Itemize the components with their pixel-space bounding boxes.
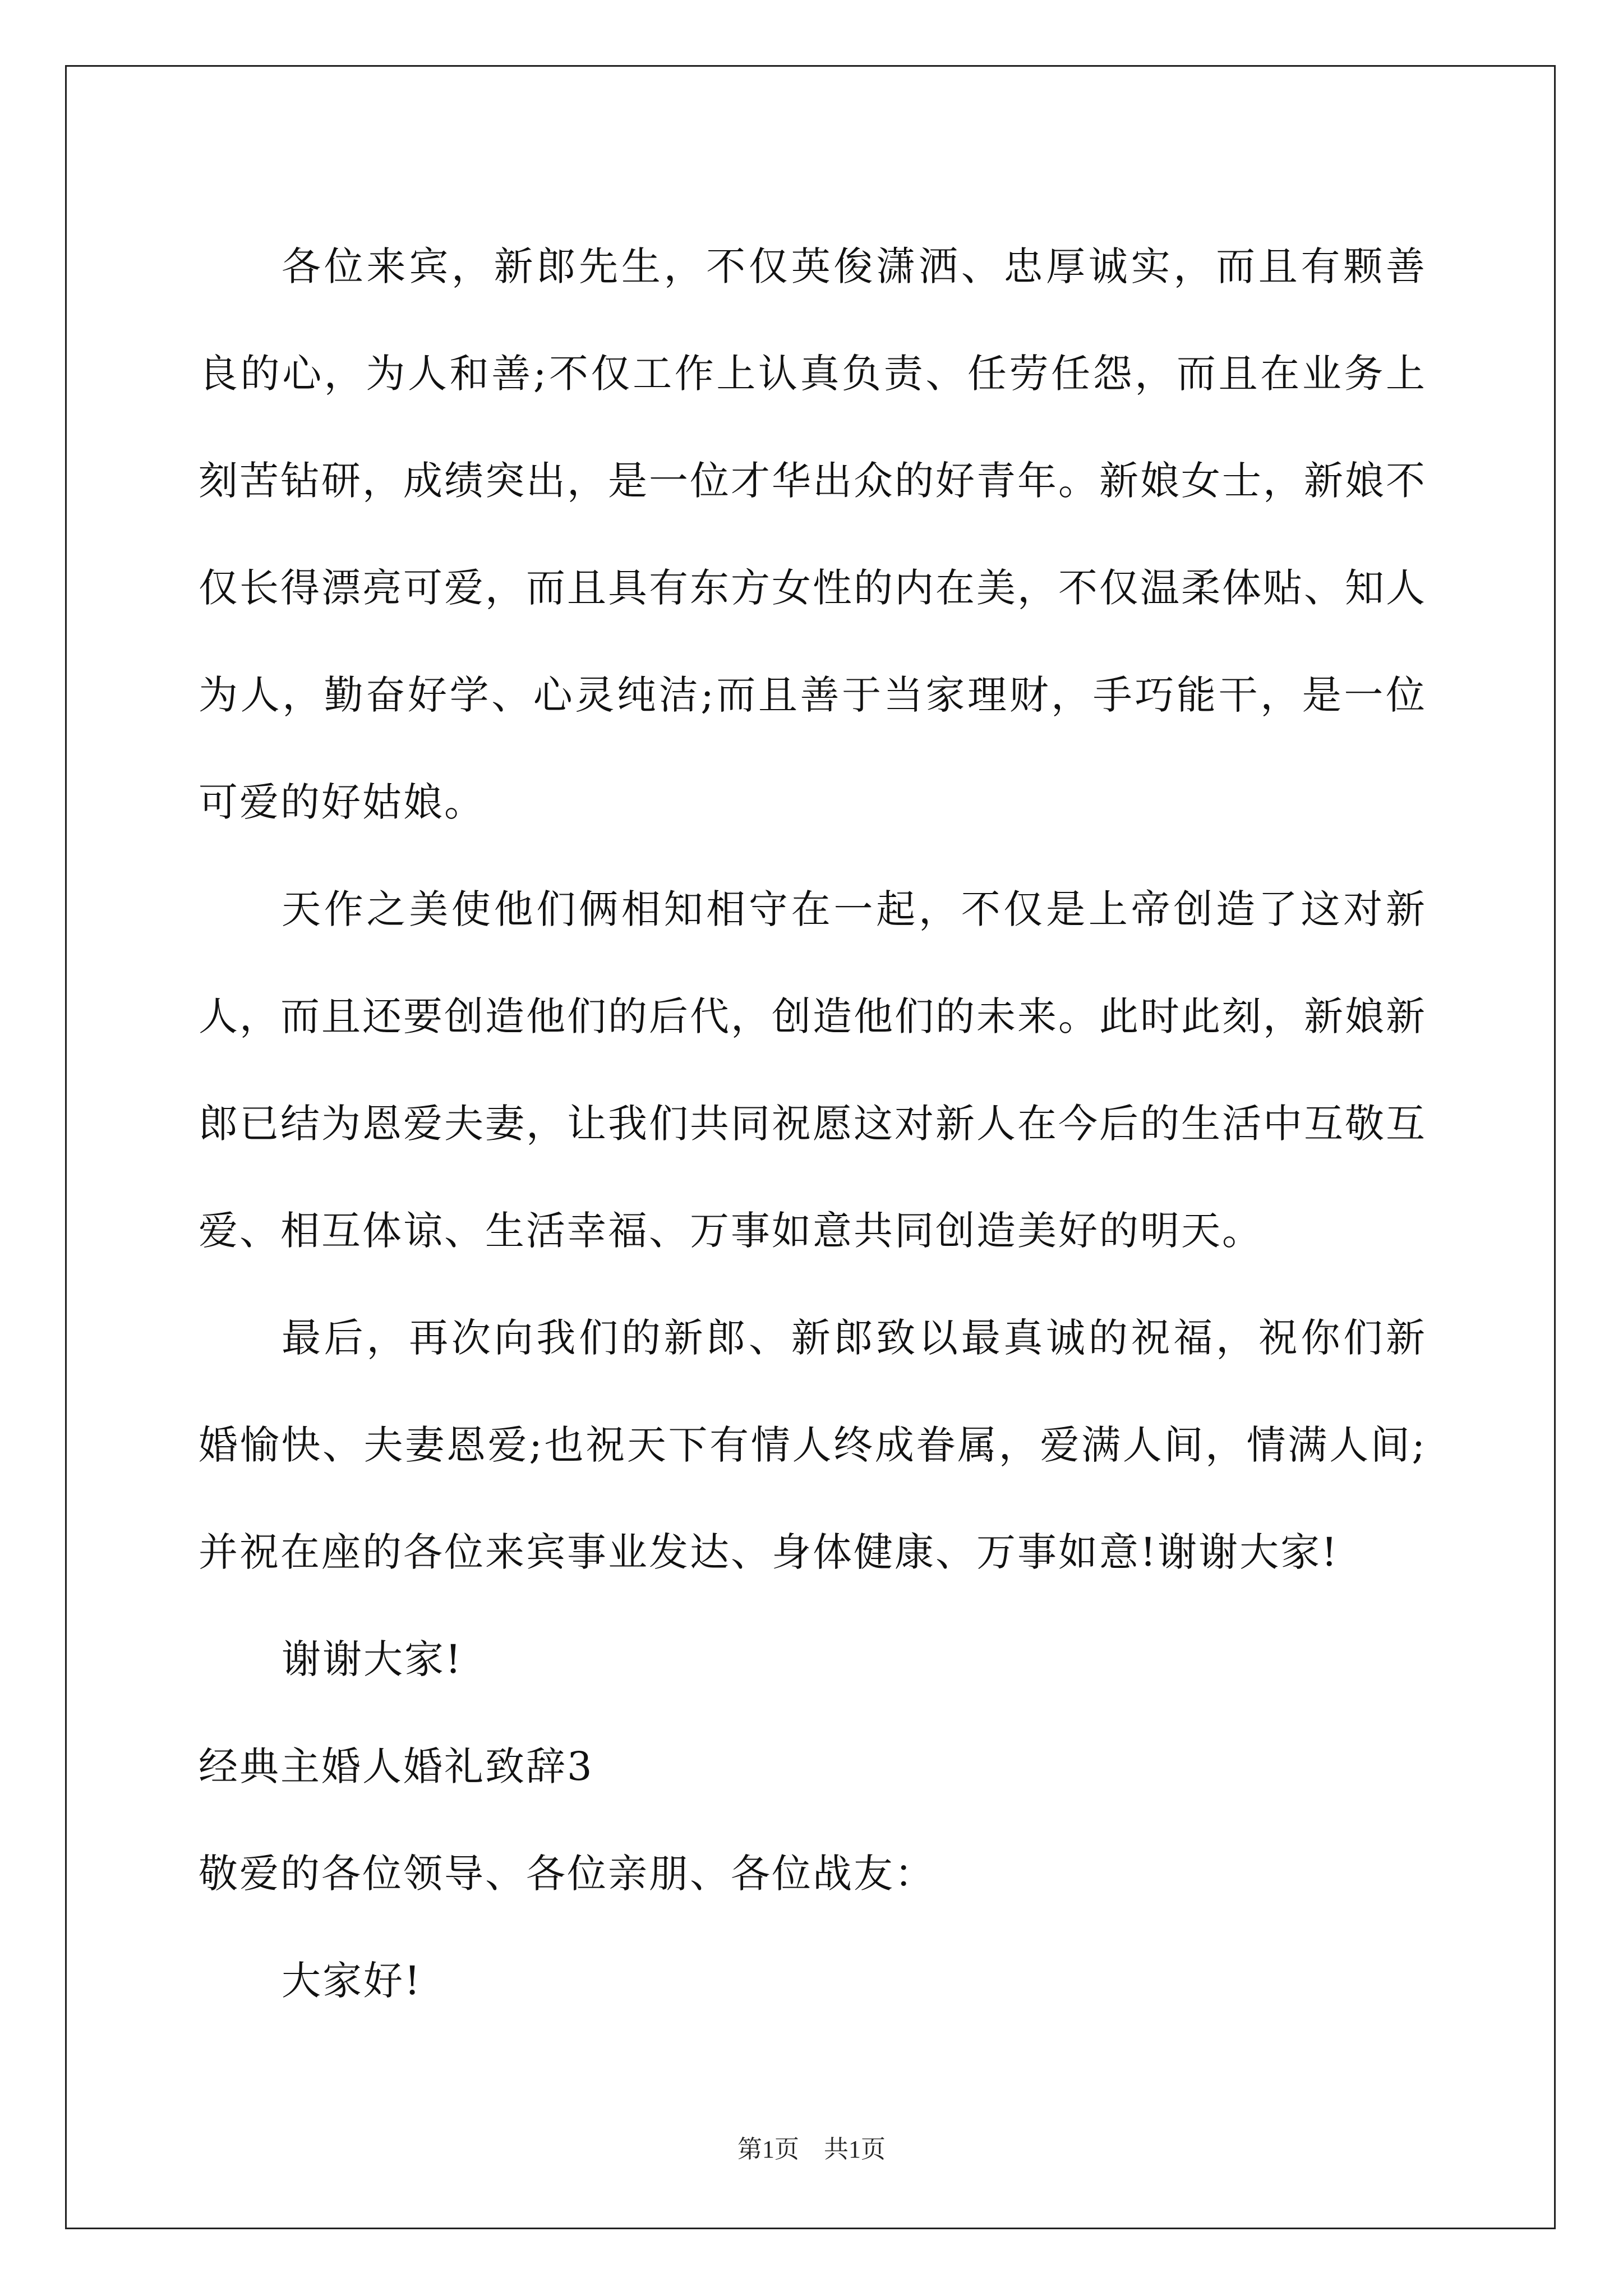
- section-heading: 经典主婚人婚礼致辞3: [199, 1743, 594, 1789]
- greeting: 大家好!: [282, 1958, 422, 2004]
- salutation: 敬爱的各位领导、各位亲朋、各位战友：: [199, 1851, 935, 1897]
- paragraph-final-wishes: 最后，再次向我们的新郎、新郎致以最真诚的祝福，祝你们新婚愉快、夫妻恩爱;也祝天下有情人终成眷属，爱满人间，情满人间;并祝在座的各位来宾事业发达、身体健康、万事如意!谢谢大家!: [199, 1315, 1427, 1575]
- paragraph-blessing-future: 天作之美使他们俩相知相守在一起，不仅是上帝创造了这对新人，而且还要创造他们的后代，创造他们的未来。此时此刻，新娘新郎已结为恩爱夫妻，让我们共同祝愿这对新人在今后的生活中互敬互爱、相互体谅、生活幸福、万事如意共同创造美好的明天。: [199, 886, 1427, 1254]
- page-footer: 第1页 共1页: [737, 2136, 886, 2163]
- document-body: [199, 213, 1427, 2035]
- paragraph-couple-praise: 各位来宾，新郎先生，不仅英俊潇洒、忠厚诚实，而且有颗善良的心，为人和善;不仅工作上认真负责、任劳任怨，而且在业务上刻苦钻研，成绩突出，是一位才华出众的好青年。新娘女士，新娘不仅长得漂亮可爱，而且具有东方女性的内在美，不仅温柔体贴、知人为人，勤奋好学、心灵纯洁;而且善于当家理财，手巧能干，是一位可爱的好姑娘。: [199, 243, 1427, 825]
- paragraph-thanks: 谢谢大家!: [282, 1636, 463, 1682]
